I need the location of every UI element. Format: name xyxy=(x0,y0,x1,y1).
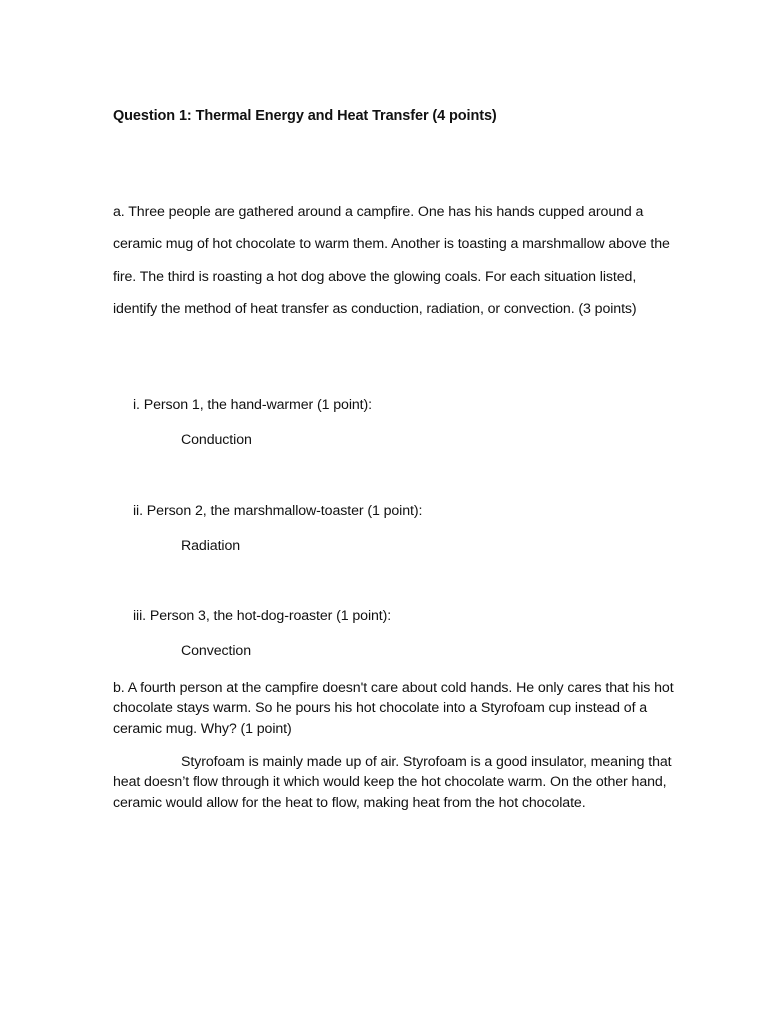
part-b-line: ceramic mug. Why? (1 point) xyxy=(113,720,292,737)
question-title: Question 1: Thermal Energy and Heat Transfer (4 points) xyxy=(113,108,497,124)
part-b-line: b. A fourth person at the campfire doesn't care about cold hands. He only cares that his hot xyxy=(113,680,674,696)
item-3-label: iii. Person 3, the hot-dog-roaster (1 point): xyxy=(133,608,392,624)
part-b-prompt xyxy=(113,678,673,739)
item-3-answer: Convection xyxy=(181,643,251,659)
part-a-line: ceramic mug of hot chocolate to warm them. Another is toasting a marshmallow above the xyxy=(113,236,670,253)
part-a-line: identify the method of heat transfer as conduction, radiation, or convection. (3 points) xyxy=(113,300,637,317)
part-a-line: a. Three people are gathered around a campfire. One has his hands cupped around a xyxy=(113,204,644,220)
part-b-line: chocolate stays warm. So he pours his hot chocolate into a Styrofoam cup instead of a xyxy=(113,700,648,717)
item-2-answer: Radiation xyxy=(181,538,241,554)
part-a-line: fire. The third is roasting a hot dog above the glowing coals. For each situation listed, xyxy=(113,268,637,285)
part-b-answer xyxy=(113,752,673,813)
part-a-prompt xyxy=(113,196,673,325)
part-b-answer-line: ceramic would allow for the heat to flow, making heat from the hot chocolate. xyxy=(113,794,586,811)
item-2-label: ii. Person 2, the marshmallow-toaster (1 point): xyxy=(133,503,423,519)
part-b-answer-line: Styrofoam is mainly made up of air. Styrofoam is a good insulator, meaning that xyxy=(181,754,672,770)
item-1-label: i. Person 1, the hand-warmer (1 point): xyxy=(133,397,372,413)
part-b-answer-line: heat doesn’t flow through it which would keep the hot chocolate warm. On the other hand, xyxy=(113,774,667,791)
item-1-answer: Conduction xyxy=(181,432,252,448)
